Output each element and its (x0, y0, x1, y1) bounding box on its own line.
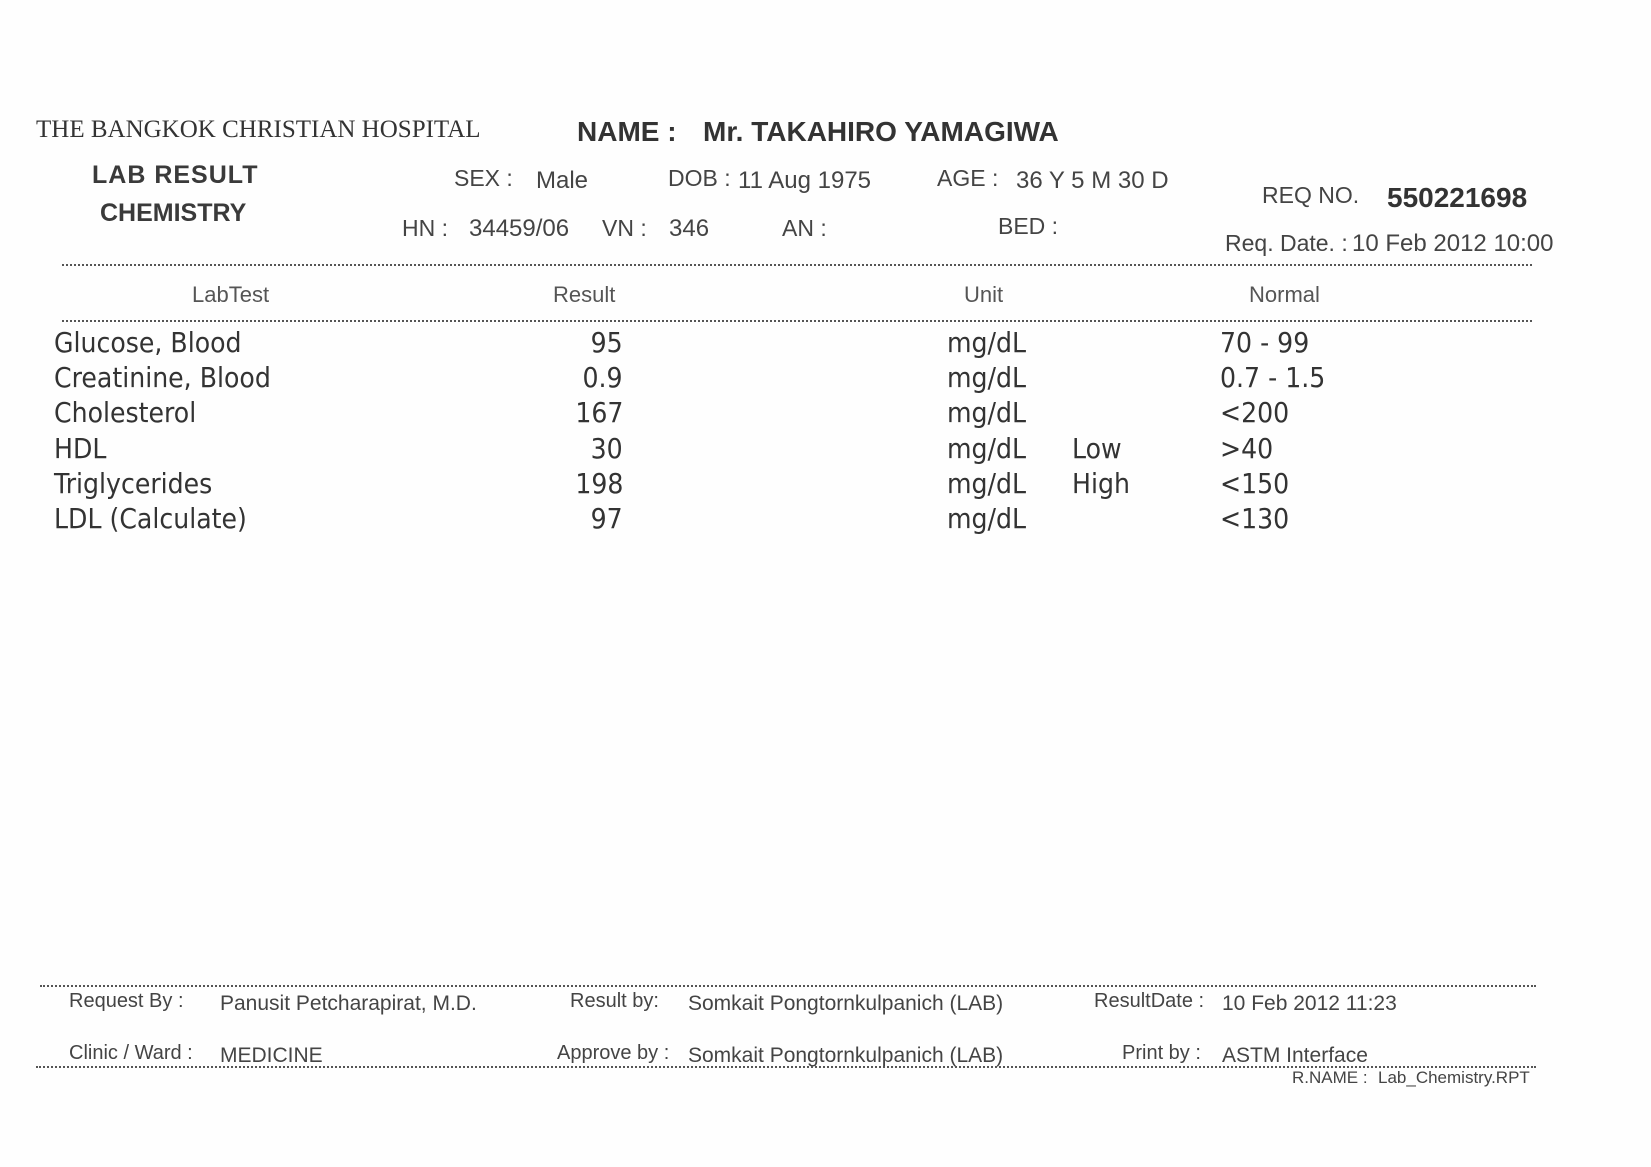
print-by-value: ASTM Interface (1222, 1044, 1368, 1067)
lab-normal-range: >40 (1220, 432, 1274, 465)
table-row (0, 326, 1651, 360)
footer-top-divider (40, 985, 1536, 987)
lab-normal-range: 0.7 - 1.5 (1220, 361, 1326, 394)
hospital-name: THE BANGKOK CHRISTIAN HOSPITAL (36, 116, 481, 143)
lab-test-name: Creatinine, Blood (54, 361, 271, 394)
lab-result-value: 97 (590, 502, 623, 535)
hn-label: HN : (402, 215, 448, 241)
report-name-label: R.NAME : (1292, 1068, 1368, 1087)
column-header-result: Result (553, 282, 616, 307)
report-name-value: Lab_Chemistry.RPT (1378, 1068, 1530, 1087)
lab-flag: High (1072, 467, 1130, 500)
lab-normal-range: <130 (1220, 502, 1290, 535)
patient-name-label: NAME : (577, 116, 677, 147)
lab-result-value: 95 (590, 326, 623, 359)
an-label: AN : (782, 215, 827, 241)
column-header-divider (62, 320, 1532, 322)
lab-result-value: 198 (574, 467, 623, 500)
lab-unit: mg/dL (947, 502, 1027, 535)
bed-label: BED : (998, 213, 1059, 239)
request-by-value: Panusit Petcharapirat, M.D. (220, 992, 477, 1015)
lab-unit: mg/dL (947, 432, 1027, 465)
table-row (0, 467, 1651, 501)
req-date-value: 10 Feb 2012 10:00 (1352, 230, 1554, 257)
table-row (0, 361, 1651, 395)
age-value: 36 Y 5 M 30 D (1016, 167, 1169, 194)
lab-test-name: Cholesterol (54, 396, 197, 429)
lab-result-value: 30 (590, 432, 623, 465)
table-row (0, 502, 1651, 536)
report-title: LAB RESULT (92, 161, 259, 189)
req-no-label: REQ NO. (1262, 182, 1360, 208)
lab-unit: mg/dL (947, 467, 1027, 500)
lab-unit: mg/dL (947, 326, 1027, 359)
dob-value: 11 Aug 1975 (738, 167, 872, 194)
lab-result-value: 0.9 (582, 361, 623, 394)
lab-test-name: LDL (Calculate) (54, 502, 247, 535)
lab-normal-range: <150 (1220, 467, 1290, 500)
clinic-ward-label: Clinic / Ward : (69, 1042, 193, 1064)
request-by-label: Request By : (69, 990, 184, 1012)
table-row (0, 396, 1651, 430)
clinic-ward-value: MEDICINE (220, 1044, 323, 1067)
vn-label: VN : (602, 215, 647, 241)
sex-value: Male (536, 167, 589, 194)
result-date-value: 10 Feb 2012 11:23 (1222, 992, 1397, 1015)
table-row (0, 432, 1651, 466)
lab-result-value: 167 (574, 396, 623, 429)
lab-test-name: HDL (54, 432, 107, 465)
dob-label: DOB : (668, 165, 731, 191)
hn-value: 34459/06 (469, 215, 570, 242)
patient-name: Mr. TAKAHIRO YAMAGIWA (703, 116, 1059, 147)
lab-normal-range: <200 (1220, 396, 1290, 429)
approve-by-value: Somkait Pongtornkulpanich (LAB) (688, 1044, 1004, 1067)
result-by-label: Result by: (570, 990, 659, 1012)
column-header-normal: Normal (1249, 282, 1320, 307)
lab-test-name: Glucose, Blood (54, 326, 242, 359)
sex-label: SEX : (454, 165, 513, 191)
lab-normal-range: 70 - 99 (1220, 326, 1310, 359)
vn-value: 346 (669, 215, 710, 242)
column-header-labtest: LabTest (192, 282, 270, 307)
lab-unit: mg/dL (947, 361, 1027, 394)
report-subtitle: CHEMISTRY (100, 199, 247, 227)
header-divider (62, 264, 1532, 266)
req-no-value: 550221698 (1387, 182, 1528, 213)
result-by-value: Somkait Pongtornkulpanich (LAB) (688, 992, 1004, 1015)
approve-by-label: Approve by : (557, 1042, 670, 1064)
column-header-unit: Unit (964, 282, 1004, 307)
age-label: AGE : (937, 165, 999, 191)
print-by-label: Print by : (1122, 1042, 1201, 1064)
req-date-label: Req. Date. : (1225, 230, 1348, 256)
result-date-label: ResultDate : (1094, 990, 1205, 1012)
lab-flag: Low (1072, 432, 1122, 465)
lab-test-name: Triglycerides (54, 467, 213, 500)
lab-unit: mg/dL (947, 396, 1027, 429)
